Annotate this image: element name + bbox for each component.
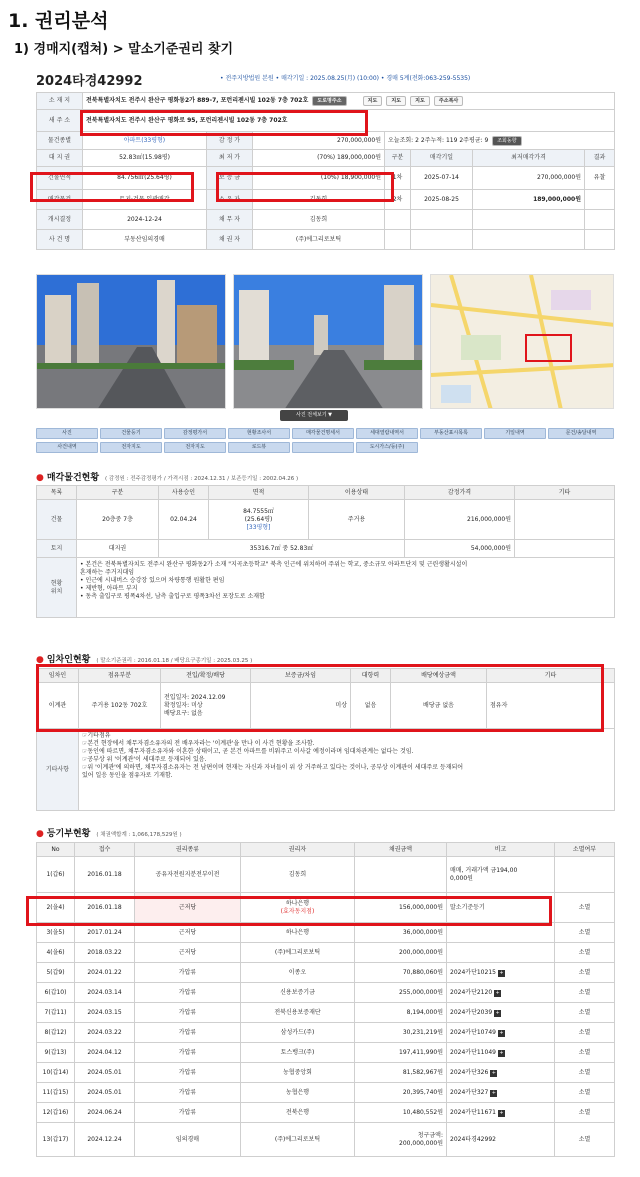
tenant-head-0: 임차인 bbox=[37, 669, 79, 683]
registry-status: 소멸 bbox=[555, 1123, 615, 1157]
tab-roadview[interactable]: 로드뷰 bbox=[228, 442, 290, 453]
location-map[interactable] bbox=[430, 274, 614, 409]
registry-amount: 청구금액: 200,000,000원 bbox=[355, 1123, 447, 1157]
tenant-head-4: 대항력 bbox=[351, 669, 391, 683]
start-label: 개시결정 bbox=[37, 210, 83, 230]
registry-amount: 36,000,000원 bbox=[355, 923, 447, 943]
appraisal-head-kind: 구분 bbox=[77, 486, 159, 500]
building-price-cell: 216,000,000원 bbox=[405, 500, 515, 540]
registry-date: 2018.03.22 bbox=[75, 943, 135, 963]
location-row bbox=[83, 93, 615, 110]
tenant-head-3: 보증금/차임 bbox=[251, 669, 351, 683]
copy-address-button[interactable]: 주소복사 bbox=[434, 96, 463, 106]
etc-label: 현황 위치 bbox=[37, 558, 77, 618]
registry-kind: 가압류 bbox=[135, 1023, 241, 1043]
baseline-right-highlight bbox=[26, 896, 552, 926]
registry-amount: 30,231,219원 bbox=[355, 1023, 447, 1043]
registry-row bbox=[37, 1083, 615, 1103]
registry-date: 2024.01.22 bbox=[75, 963, 135, 983]
registry-head-6: 소멸여부 bbox=[555, 843, 615, 857]
location-label: 소 재 지 bbox=[37, 93, 83, 110]
registry-amount: 156,000,000원 bbox=[355, 893, 447, 923]
land-cell: 토지 bbox=[37, 540, 77, 558]
registry-amount: 8,194,000원 bbox=[355, 1003, 447, 1023]
registry-holder: 토스뱅크(주) bbox=[241, 1043, 355, 1063]
case-number: 2024타경42992 bbox=[36, 74, 143, 89]
tab-case-history[interactable]: 사건내역 bbox=[36, 442, 98, 453]
registry-holder: (주)에그리로보틱 bbox=[241, 1123, 355, 1157]
tab-appraisal[interactable]: 감정평가서 bbox=[164, 428, 226, 439]
expand-icon[interactable]: + bbox=[495, 1009, 500, 1016]
registry-no: 3(을5) bbox=[37, 923, 75, 943]
case-label: 사 건 명 bbox=[37, 230, 83, 250]
tenant-opposability: 없음 bbox=[351, 683, 391, 729]
registry-date: 2016.01.18 bbox=[75, 893, 135, 923]
tab-household[interactable]: 세대열람내역서 bbox=[356, 428, 418, 439]
expand-icon[interactable]: + bbox=[499, 969, 504, 976]
expand-icon[interactable]: + bbox=[499, 1109, 504, 1116]
tenant-deposit: 미상 bbox=[251, 683, 351, 729]
registry-no: 1(갑6) bbox=[37, 857, 75, 893]
appraisal-section-sub: ( 감정원 : 전주감정평가 / 가격시점 : 2024.12.31 / 보존등기일 : 2002.04.26 ) bbox=[105, 476, 299, 482]
registry-date: 2024.05.01 bbox=[75, 1063, 135, 1083]
land-value: 52.83㎡(15.98평) bbox=[83, 150, 207, 167]
registry-amount: 255,000,000원 bbox=[355, 983, 447, 1003]
registry-row bbox=[37, 857, 615, 893]
tab-photos[interactable]: 사진 bbox=[36, 428, 98, 439]
appraisal-land-row bbox=[37, 540, 615, 558]
owner-label: 소 유 자 bbox=[207, 190, 253, 210]
building-cell: 건물 bbox=[37, 500, 77, 540]
tab-gas[interactable]: 도시가스/등(주) bbox=[356, 442, 418, 453]
registry-no: 5(갑9) bbox=[37, 963, 75, 983]
registry-amount: 197,411,990원 bbox=[355, 1043, 447, 1063]
registry-no: 10(갑14) bbox=[37, 1063, 75, 1083]
stats-button[interactable]: 조회동향 bbox=[492, 136, 521, 146]
registry-kind: 가압류 bbox=[135, 1083, 241, 1103]
registry-holder: 농협중앙회 bbox=[241, 1063, 355, 1083]
tab-documents[interactable]: 문건/송달내역 bbox=[548, 428, 614, 439]
registry-date: 2024.03.22 bbox=[75, 1023, 135, 1043]
map-button-2[interactable]: 지도 bbox=[386, 96, 406, 106]
map-button-3[interactable]: 지도 bbox=[410, 96, 430, 106]
registry-head-4: 채권금액 bbox=[355, 843, 447, 857]
registry-status: 소멸 bbox=[555, 923, 615, 943]
deposit-value: (10%) 18,900,000원 bbox=[253, 167, 385, 190]
expand-icon[interactable]: + bbox=[491, 1069, 496, 1076]
sale-value: 토지·건물 일괄매각 bbox=[83, 190, 207, 210]
registry-note bbox=[447, 943, 555, 963]
tab-sale-spec[interactable]: 매각물건명세서 bbox=[292, 428, 354, 439]
round-2-no: 2차 bbox=[385, 190, 411, 210]
registry-head-5: 비고 bbox=[447, 843, 555, 857]
registry-no: 12(갑16) bbox=[37, 1103, 75, 1123]
round-1-result: 유찰 bbox=[585, 167, 615, 190]
creditor-value: (주)에그리로보틱 bbox=[253, 230, 385, 250]
registry-status: 소멸 bbox=[555, 893, 615, 923]
registry-holder: 전북신용보증재단 bbox=[241, 1003, 355, 1023]
appraisal-head-list: 목록 bbox=[37, 486, 77, 500]
registry-status: 소멸 bbox=[555, 1003, 615, 1023]
registry-amount: 10,480,552원 bbox=[355, 1103, 447, 1123]
appraisal-value: 270,000,000원 bbox=[253, 132, 385, 150]
registry-head-3: 권리자 bbox=[241, 843, 355, 857]
registry-status: 소멸 bbox=[555, 1063, 615, 1083]
min-price-value: (70%) 189,000,000원 bbox=[253, 150, 385, 167]
registry-row bbox=[37, 1023, 615, 1043]
registry-date: 2024.04.12 bbox=[75, 1043, 135, 1063]
new-address-label: 새 주 소 bbox=[37, 110, 83, 132]
registry-note: 2024카단11671 + bbox=[447, 1103, 555, 1123]
registry-date: 2024.03.14 bbox=[75, 983, 135, 1003]
tab-e-map-2[interactable]: 전자지도 bbox=[164, 442, 226, 453]
appraisal-head-area: 면적 bbox=[209, 486, 309, 500]
tenant-head-5: 배당예상금액 bbox=[391, 669, 487, 683]
registry-head-1: 접수 bbox=[75, 843, 135, 857]
registry-status: 소멸 bbox=[555, 1103, 615, 1123]
registry-note: 2024카단11049 + bbox=[447, 1043, 555, 1063]
registry-status: 소멸 bbox=[555, 1083, 615, 1103]
registry-date: 2024.12.24 bbox=[75, 1123, 135, 1157]
registry-holder: 김동희 bbox=[241, 857, 355, 893]
use-cell: 주거용 bbox=[309, 500, 405, 540]
registry-holder: (주)에그리로보틱 bbox=[241, 943, 355, 963]
registry-table bbox=[36, 842, 615, 1157]
location-value: 전북특별자치도 전주시 완산구 평화동2가 889-7, 포런리젠시빌 102동 7층 702호 bbox=[86, 97, 309, 104]
registry-amount: 81,582,967원 bbox=[355, 1063, 447, 1083]
building-area-highlight bbox=[30, 172, 194, 202]
registry-status: 소멸 bbox=[555, 1043, 615, 1063]
tab-property-list[interactable]: 부동산표시목록 bbox=[420, 428, 482, 439]
round-2-result bbox=[585, 190, 615, 210]
land-label: 대 지 권 bbox=[37, 150, 83, 167]
registry-note: 매매, 거래가액 금194,00 0,000원 bbox=[447, 857, 555, 893]
type-value: 아파트(33평형) bbox=[83, 132, 207, 150]
registry-note: 말소기준등기 bbox=[447, 893, 555, 923]
registry-amount: 20,395,740원 bbox=[355, 1083, 447, 1103]
registry-holder: 하나은행 (효자동지점) bbox=[241, 893, 355, 923]
new-address-highlight bbox=[80, 110, 368, 136]
registry-kind: 가압류 bbox=[135, 1063, 241, 1083]
registry-section-title: ● 등기부현황 ( 채권액합계 : 1,066,178,529원 ) bbox=[36, 829, 182, 839]
land-area-cell: 35316.7㎡ 중 52.83㎡ bbox=[159, 540, 405, 558]
registry-date: 2016.01.18 bbox=[75, 857, 135, 893]
expand-icon[interactable]: + bbox=[499, 1029, 504, 1036]
registry-holder: 삼성카드(주) bbox=[241, 1023, 355, 1043]
case-value: 부동산임의경매 bbox=[83, 230, 207, 250]
appraisal-head-approval: 사용승인 bbox=[159, 486, 209, 500]
rounds-head-1: 매각기일 bbox=[411, 150, 473, 167]
registry-section-sub: ( 채권액합계 : 1,066,178,529원 ) bbox=[96, 832, 182, 838]
registry-status: 소멸 bbox=[555, 983, 615, 1003]
view-stats: 오늘조회: 2 2주누적: 119 2주평균: 9 조회동향 bbox=[385, 132, 615, 150]
registry-no: 7(갑11) bbox=[37, 1003, 75, 1023]
street-photo-1[interactable] bbox=[36, 274, 226, 409]
registry-no: 4(을6) bbox=[37, 943, 75, 963]
registry-row bbox=[37, 983, 615, 1003]
registry-kind: 가압류 bbox=[135, 1043, 241, 1063]
tab-e-map-1[interactable]: 전자지도 bbox=[100, 442, 162, 453]
tenant-section-title: ● 임차인현황 ( 말소기준권리 : 2016.01.18 / 배당요구종기일 : 2025.03.25 ) bbox=[36, 655, 253, 665]
creditor-label: 채 권 자 bbox=[207, 230, 253, 250]
registry-holder: 신용보증기금 bbox=[241, 983, 355, 1003]
registry-kind: 임의경매 bbox=[135, 1123, 241, 1157]
registry-status bbox=[555, 857, 615, 893]
start-value: 2024-12-24 bbox=[83, 210, 207, 230]
registry-no: 13(갑17) bbox=[37, 1123, 75, 1157]
registry-head-0: No bbox=[37, 843, 75, 857]
registry-note: 2024카단2039 + bbox=[447, 1003, 555, 1023]
min-price-label: 최 저 가 bbox=[207, 150, 253, 167]
registry-status: 소멸 bbox=[555, 943, 615, 963]
tenant-head-6: 기타 bbox=[487, 669, 615, 683]
new-address-value: 전북특별자치도 전주시 완산구 평화로 95, 포런리젠시빌 102동 7층 702호 bbox=[83, 110, 615, 132]
registry-no: 2(을4) bbox=[37, 893, 75, 923]
registry-date: 2024.05.01 bbox=[75, 1083, 135, 1103]
round-2-price: 189,000,000원 bbox=[473, 190, 585, 210]
map-button-1[interactable]: 지도 bbox=[363, 96, 383, 106]
registry-kind: 가압류 bbox=[135, 963, 241, 983]
building-area-label: 건물면적 bbox=[37, 167, 83, 190]
appraisal-head-price: 감정가격 bbox=[405, 486, 515, 500]
owner-value: 김동희 bbox=[253, 190, 385, 210]
appraisal-section-title: ● 매각물건현황 ( 감정원 : 전주감정평가 / 가격시점 : 2024.12.31 / 보존등기일 : 2002.04.26 ) bbox=[36, 473, 299, 483]
appraisal-head-use: 이용상태 bbox=[309, 486, 405, 500]
registry-note: 2024타경42992 bbox=[447, 1123, 555, 1157]
tenant-dates: 전입일자: 2024.12.09 확정일자: 미상 배당요구: 없음 bbox=[161, 683, 251, 729]
appraisal-building-row bbox=[37, 500, 615, 540]
registry-note: 2024카단10749 + bbox=[447, 1023, 555, 1043]
registry-no: 6(갑10) bbox=[37, 983, 75, 1003]
tenant-head-2: 전입/확정/배당 bbox=[161, 669, 251, 683]
round-1-date: 2025-07-14 bbox=[411, 167, 473, 190]
registry-head-2: 권리종류 bbox=[135, 843, 241, 857]
approval-cell: 02.04.24 bbox=[159, 500, 209, 540]
round-2-date: 2025-08-25 bbox=[411, 190, 473, 210]
rounds-head-2: 최저매각가격 bbox=[473, 150, 585, 167]
registry-kind: 근저당 bbox=[135, 893, 241, 923]
registry-row bbox=[37, 1003, 615, 1023]
registry-kind: 공유자전원지분전부이전 bbox=[135, 857, 241, 893]
registry-note: 2024카단10215 + bbox=[447, 963, 555, 983]
tab-blank[interactable] bbox=[292, 442, 354, 453]
land-price-cell: 54,000,000원 bbox=[405, 540, 515, 558]
registry-holder: 하나은행 bbox=[241, 923, 355, 943]
registry-holder: 이종오 bbox=[241, 963, 355, 983]
registry-kind: 근저당 bbox=[135, 943, 241, 963]
sale-label: 매각물건 bbox=[37, 190, 83, 210]
tenant-head-1: 점유부분 bbox=[79, 669, 161, 683]
registry-note: 2024카단2120 + bbox=[447, 983, 555, 1003]
registry-date: 2024.06.24 bbox=[75, 1103, 135, 1123]
registry-note: 2024카단327 + bbox=[447, 1083, 555, 1103]
registry-row bbox=[37, 1103, 615, 1123]
page-subheading: 1) 경매지(캡쳐) > 말소기준권리 찾기 bbox=[14, 42, 234, 57]
round-1-price: 270,000,000원 bbox=[473, 167, 585, 190]
registry-note: 2024카단326 + bbox=[447, 1063, 555, 1083]
registry-row bbox=[37, 1063, 615, 1083]
registry-holder: 농협은행 bbox=[241, 1083, 355, 1103]
debtor-label: 채 무 자 bbox=[207, 210, 253, 230]
registry-row bbox=[37, 1123, 615, 1157]
street-photo-2[interactable] bbox=[233, 274, 423, 409]
tenant-dividend: 배당금 없음 bbox=[391, 683, 487, 729]
registry-no: 9(갑13) bbox=[37, 1043, 75, 1063]
registry-no: 8(갑12) bbox=[37, 1023, 75, 1043]
tenant-etc: 점유자 bbox=[487, 683, 615, 729]
registry-kind: 가압류 bbox=[135, 983, 241, 1003]
expand-icon[interactable]: + bbox=[495, 989, 500, 996]
court-info: • 전주지방법원 본원 • 매각기일 : 2025.08.25(月) (10:00) • 경매 5계(전화:063-259-5535) bbox=[220, 75, 471, 82]
deposit-highlight bbox=[216, 172, 394, 202]
registry-date: 2017.01.24 bbox=[75, 923, 135, 943]
tenant-notes: ☞기타점유 ☞본건 현장에서 채무자겸소유자의 전 배우자라는 '이계관'을 만나 이 사건 현황을 조사함. ☞동인에 따르면, 채무자겸소유자와 이혼한 상태이고, 곧 본건 아파트를 비워주고 이사갈 예정이라며 임대차관계는 없다는 것임. ☞공부상 위 '이계관'이 세대주로 등재되어 있음. ☞위 '이계관'에 의하면, 채무자겸소유자는 전 남편이며 현재는 자신과 자녀들이 위 상 거주하고 있다는 것이나, 공부상 이계관이 세대주로 등재되어 있어 일응 동인을 점유자로 기재함. bbox=[79, 729, 615, 811]
registry-date: 2024.03.15 bbox=[75, 1003, 135, 1023]
type-label: 물건종별 bbox=[37, 132, 83, 150]
debtor-value: 김동희 bbox=[253, 210, 385, 230]
registry-status: 소멸 bbox=[555, 1023, 615, 1043]
tenant-name: 이계관 bbox=[37, 683, 79, 729]
registry-row bbox=[37, 1043, 615, 1063]
appraisal-label: 감 정 가 bbox=[207, 132, 253, 150]
deposit-label: 보 증 금 bbox=[207, 167, 253, 190]
floor-cell: 20층중 7층 bbox=[77, 500, 159, 540]
rounds-head-3: 결과 bbox=[585, 150, 615, 167]
location-notes: • 본건은 전북특별자치도 전주시 완산구 평화동2가 소재 "지곡초등학교" 북측 인근에 위치하며 주위는 학교, 중소규모 아파트단지 및 근린생활시설이 혼재하는 주거지대임 • 인근에 시내버스 승강장 있으며 차량통행 원활한 편임 • 제반형, 아파트 부지 • 동측 출입구로 평폭4차선, 남측 출입구로 평폭3차선 포장도로 소재함 bbox=[77, 558, 615, 618]
registry-row bbox=[37, 963, 615, 983]
building-area-value: 84.756㎡(25.64평) bbox=[83, 167, 207, 190]
appraisal-head-etc: 기타 bbox=[515, 486, 615, 500]
page-heading: 1. 권리분석 bbox=[8, 10, 109, 32]
tab-status-report[interactable]: 현황조사서 bbox=[228, 428, 290, 439]
registry-status: 소멸 bbox=[555, 963, 615, 983]
tab-schedule[interactable]: 기일내역 bbox=[484, 428, 546, 439]
expand-icon[interactable]: + bbox=[491, 1089, 496, 1096]
registry-kind: 근저당 bbox=[135, 923, 241, 943]
registry-amount bbox=[355, 857, 447, 893]
appraisal-table bbox=[36, 485, 615, 618]
tab-building-registry[interactable]: 건물등기 bbox=[100, 428, 162, 439]
view-all-photos-button[interactable]: 사진 전체보기 ▼ bbox=[280, 410, 348, 421]
rounds-head-0: 구분 bbox=[385, 150, 411, 167]
registry-holder: 전북은행 bbox=[241, 1103, 355, 1123]
registry-kind: 가압류 bbox=[135, 1103, 241, 1123]
registry-amount: 200,000,000원 bbox=[355, 943, 447, 963]
registry-no: 11(갑15) bbox=[37, 1083, 75, 1103]
registry-row bbox=[37, 943, 615, 963]
road-address-button[interactable]: 도로명주소 bbox=[312, 96, 346, 106]
tenant-etc-label: 기타사항 bbox=[37, 729, 79, 811]
tenant-highlight bbox=[36, 664, 604, 732]
area-cell: 84.7555㎡ (25.64평) [33평형] bbox=[209, 500, 309, 540]
registry-kind: 가압류 bbox=[135, 1003, 241, 1023]
registry-amount: 70,880,060원 bbox=[355, 963, 447, 983]
expand-icon[interactable]: + bbox=[499, 1049, 504, 1056]
land-kind-cell: 대지권 bbox=[77, 540, 159, 558]
round-1-no: 1차 bbox=[385, 167, 411, 190]
tenant-unit: 주거용 102동 702호 bbox=[79, 683, 161, 729]
tenant-section-sub: ( 말소기준권리 : 2016.01.18 / 배당요구종기일 : 2025.03.25 ) bbox=[96, 658, 253, 664]
